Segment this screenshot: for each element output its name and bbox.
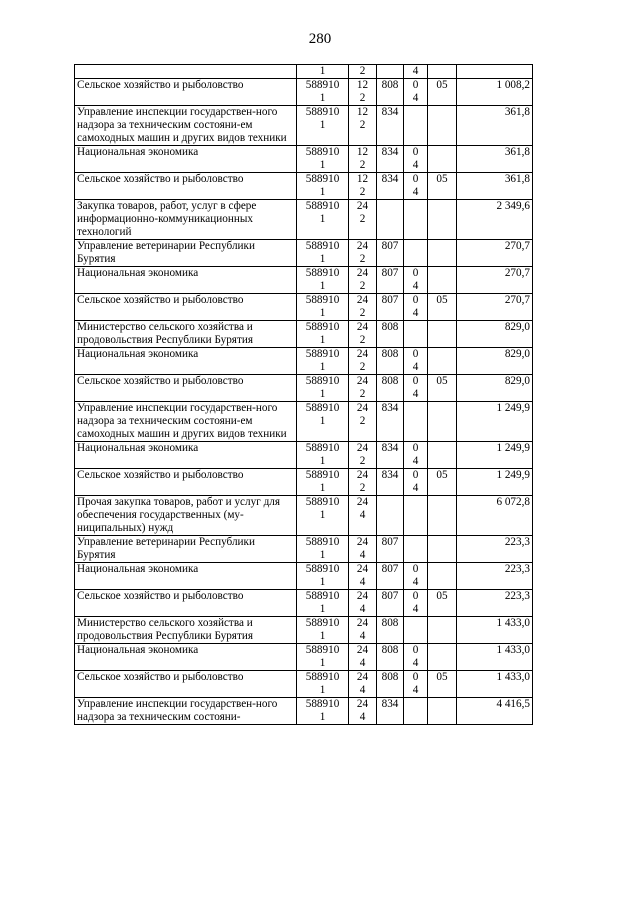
row-subsection-cell: 05 (428, 79, 457, 106)
row-expense-type-cell: 12 2 (349, 79, 377, 106)
row-subsection-cell (428, 617, 457, 644)
row-target-code-cell: 588910 1 (297, 402, 349, 442)
row-target-code-cell: 588910 1 (297, 106, 349, 146)
row-subsection-cell (428, 536, 457, 563)
row-amount-cell: 2 349,6 (457, 200, 533, 240)
row-expense-type-cell: 24 4 (349, 536, 377, 563)
row-department-cell: 808 (377, 375, 404, 402)
row-expense-type-cell: 24 2 (349, 321, 377, 348)
row-amount-cell: 223,3 (457, 563, 533, 590)
row-amount-cell: 829,0 (457, 348, 533, 375)
row-section-cell (404, 402, 428, 442)
row-name-cell: Национальная экономика (75, 644, 297, 671)
row-section-cell (404, 240, 428, 267)
table-row (75, 240, 533, 267)
row-section-cell (404, 617, 428, 644)
row-subsection-cell (428, 106, 457, 146)
row-name-cell: Национальная экономика (75, 267, 297, 294)
row-expense-type-cell: 12 2 (349, 106, 377, 146)
row-name-cell: Управление инспекции государствен-ного надзора за техническим состояни-ем самоходных машин и других видов техники (75, 402, 297, 442)
table-row (75, 644, 533, 671)
table-row (75, 173, 533, 200)
row-section-cell: 0 4 (404, 469, 428, 496)
row-subsection-cell: 05 (428, 590, 457, 617)
table-row (75, 375, 533, 402)
row-amount-cell: 1 008,2 (457, 79, 533, 106)
table-row (75, 200, 533, 240)
row-department-cell: 834 (377, 698, 404, 725)
row-expense-type-cell: 24 2 (349, 267, 377, 294)
row-subsection-cell: 05 (428, 173, 457, 200)
row-department-cell: 808 (377, 79, 404, 106)
row-target-code-cell: 588910 1 (297, 442, 349, 469)
row-section-cell (404, 200, 428, 240)
row-expense-type-cell: 24 4 (349, 671, 377, 698)
row-amount-cell: 4 416,5 (457, 698, 533, 725)
row-amount-cell: 829,0 (457, 321, 533, 348)
table-body (75, 65, 533, 725)
row-expense-type-cell: 24 2 (349, 240, 377, 267)
row-target-code-cell: 588910 1 (297, 348, 349, 375)
row-expense-type-cell: 24 2 (349, 402, 377, 442)
row-section-cell: 0 4 (404, 375, 428, 402)
row-name-cell: Сельское хозяйство и рыболовство (75, 590, 297, 617)
table-row (75, 496, 533, 536)
row-amount-cell: 270,7 (457, 294, 533, 321)
row-department-cell: 808 (377, 617, 404, 644)
row-name-cell: Национальная экономика (75, 563, 297, 590)
row-amount-cell: 829,0 (457, 375, 533, 402)
table-row (75, 617, 533, 644)
row-section-cell (404, 321, 428, 348)
row-amount-cell: 223,3 (457, 590, 533, 617)
table-row (75, 402, 533, 442)
row-target-code-cell: 588910 1 (297, 698, 349, 725)
row-section-cell: 0 4 (404, 146, 428, 173)
row-section-cell: 0 4 (404, 294, 428, 321)
row-name-cell: Сельское хозяйство и рыболовство (75, 79, 297, 106)
row-target-code-cell: 588910 1 (297, 146, 349, 173)
row-subsection-cell (428, 698, 457, 725)
row-expense-type-cell: 24 4 (349, 698, 377, 725)
row-department-cell: 807 (377, 294, 404, 321)
row-department-cell: 834 (377, 146, 404, 173)
row-department-cell: 834 (377, 106, 404, 146)
table-row (75, 348, 533, 375)
table-row (75, 321, 533, 348)
row-target-code-cell: 588910 1 (297, 173, 349, 200)
row-target-code-cell: 588910 1 (297, 590, 349, 617)
row-name-cell: Национальная экономика (75, 146, 297, 173)
row-department-cell: 834 (377, 173, 404, 200)
row-section-cell: 0 4 (404, 173, 428, 200)
row-subsection-cell (428, 200, 457, 240)
row-target-code-cell: 588910 1 (297, 240, 349, 267)
row-name-cell: Министерство сельского хозяйства и продовольствия Республики Бурятия (75, 617, 297, 644)
row-subsection-cell: 05 (428, 469, 457, 496)
row-expense-type-cell: 24 4 (349, 617, 377, 644)
row-expense-type-cell: 24 2 (349, 200, 377, 240)
row-department-cell (377, 496, 404, 536)
table-row (75, 671, 533, 698)
row-subsection-cell: 05 (428, 294, 457, 321)
row-target-code-cell: 588910 1 (297, 321, 349, 348)
budget-table (74, 64, 533, 725)
row-subsection-cell (428, 321, 457, 348)
row-department-cell: 807 (377, 590, 404, 617)
row-subsection-cell (428, 402, 457, 442)
row-section-cell: 0 4 (404, 644, 428, 671)
row-name-cell: Прочая закупка товаров, работ и услуг для обеспечения государственных (му-ниципальных) нужд (75, 496, 297, 536)
row-department-cell (377, 65, 404, 79)
row-target-code-cell: 588910 1 (297, 671, 349, 698)
row-name-cell: Сельское хозяйство и рыболовство (75, 375, 297, 402)
row-amount-cell: 1 249,9 (457, 469, 533, 496)
table-row (75, 267, 533, 294)
row-expense-type-cell: 12 2 (349, 173, 377, 200)
row-expense-type-cell: 24 4 (349, 644, 377, 671)
row-section-cell (404, 106, 428, 146)
row-section-cell: 0 4 (404, 563, 428, 590)
row-name-cell: Сельское хозяйство и рыболовство (75, 294, 297, 321)
row-target-code-cell: 588910 1 (297, 617, 349, 644)
row-name-cell: Национальная экономика (75, 348, 297, 375)
table-row (75, 146, 533, 173)
row-amount-cell: 1 249,9 (457, 442, 533, 469)
table-row (75, 294, 533, 321)
row-subsection-cell (428, 496, 457, 536)
row-section-cell (404, 496, 428, 536)
row-section-cell (404, 536, 428, 563)
row-target-code-cell: 588910 1 (297, 267, 349, 294)
row-name-cell: Управление ветеринарии Республики Бурятия (75, 536, 297, 563)
row-department-cell: 807 (377, 267, 404, 294)
table-row (75, 469, 533, 496)
table-row (75, 65, 533, 79)
row-amount-cell: 1 433,0 (457, 644, 533, 671)
row-target-code-cell: 588910 1 (297, 200, 349, 240)
row-section-cell: 0 4 (404, 671, 428, 698)
row-expense-type-cell: 24 4 (349, 496, 377, 536)
row-expense-type-cell: 24 2 (349, 348, 377, 375)
row-name-cell: Сельское хозяйство и рыболовство (75, 469, 297, 496)
row-amount-cell: 1 433,0 (457, 617, 533, 644)
row-department-cell: 834 (377, 469, 404, 496)
row-expense-type-cell: 2 (349, 65, 377, 79)
row-target-code-cell: 1 (297, 65, 349, 79)
row-amount-cell (457, 65, 533, 79)
row-name-cell: Управление инспекции государствен-ного надзора за техническим состояни-ем самоходных машин и других видов техники (75, 106, 297, 146)
row-target-code-cell: 588910 1 (297, 644, 349, 671)
row-subsection-cell (428, 146, 457, 173)
row-department-cell: 808 (377, 321, 404, 348)
row-subsection-cell: 05 (428, 671, 457, 698)
row-department-cell: 834 (377, 442, 404, 469)
row-amount-cell: 6 072,8 (457, 496, 533, 536)
row-amount-cell: 1 433,0 (457, 671, 533, 698)
row-subsection-cell (428, 442, 457, 469)
row-amount-cell: 361,8 (457, 146, 533, 173)
row-subsection-cell (428, 563, 457, 590)
row-section-cell: 0 4 (404, 590, 428, 617)
row-target-code-cell: 588910 1 (297, 469, 349, 496)
row-department-cell: 807 (377, 563, 404, 590)
row-department-cell: 808 (377, 348, 404, 375)
table-row (75, 79, 533, 106)
row-name-cell: Министерство сельского хозяйства и продовольствия Республики Бурятия (75, 321, 297, 348)
row-section-cell: 0 4 (404, 442, 428, 469)
row-name-cell: Национальная экономика (75, 442, 297, 469)
row-subsection-cell (428, 240, 457, 267)
row-amount-cell: 270,7 (457, 267, 533, 294)
row-target-code-cell: 588910 1 (297, 79, 349, 106)
row-expense-type-cell: 24 2 (349, 375, 377, 402)
table-row (75, 536, 533, 563)
table-row (75, 442, 533, 469)
row-amount-cell: 361,8 (457, 173, 533, 200)
row-expense-type-cell: 24 4 (349, 590, 377, 617)
row-subsection-cell (428, 644, 457, 671)
row-section-cell: 4 (404, 65, 428, 79)
row-expense-type-cell: 24 2 (349, 442, 377, 469)
row-target-code-cell: 588910 1 (297, 375, 349, 402)
row-subsection-cell (428, 65, 457, 79)
table-row (75, 563, 533, 590)
row-department-cell (377, 200, 404, 240)
row-name-cell: Сельское хозяйство и рыболовство (75, 671, 297, 698)
row-target-code-cell: 588910 1 (297, 294, 349, 321)
row-amount-cell: 361,8 (457, 106, 533, 146)
row-subsection-cell (428, 267, 457, 294)
row-subsection-cell: 05 (428, 375, 457, 402)
row-expense-type-cell: 24 2 (349, 294, 377, 321)
row-target-code-cell: 588910 1 (297, 563, 349, 590)
page-number: 280 (308, 31, 332, 47)
row-amount-cell: 223,3 (457, 536, 533, 563)
row-amount-cell: 270,7 (457, 240, 533, 267)
row-section-cell (404, 698, 428, 725)
row-target-code-cell: 588910 1 (297, 496, 349, 536)
row-amount-cell: 1 249,9 (457, 402, 533, 442)
row-section-cell: 0 4 (404, 267, 428, 294)
table-row (75, 698, 533, 725)
table-row (75, 106, 533, 146)
row-target-code-cell: 588910 1 (297, 536, 349, 563)
row-section-cell: 0 4 (404, 79, 428, 106)
row-expense-type-cell: 24 4 (349, 563, 377, 590)
row-subsection-cell (428, 348, 457, 375)
table-row (75, 590, 533, 617)
row-expense-type-cell: 12 2 (349, 146, 377, 173)
row-department-cell: 808 (377, 671, 404, 698)
row-section-cell: 0 4 (404, 348, 428, 375)
row-department-cell: 807 (377, 536, 404, 563)
row-name-cell: Управление инспекции государствен-ного надзора за техническим состояни- (75, 698, 297, 725)
row-department-cell: 834 (377, 402, 404, 442)
row-name-cell: Сельское хозяйство и рыболовство (75, 173, 297, 200)
row-expense-type-cell: 24 2 (349, 469, 377, 496)
row-department-cell: 807 (377, 240, 404, 267)
row-department-cell: 808 (377, 644, 404, 671)
row-name-cell: Закупка товаров, работ, услуг в сфере информационно-коммуникационных технологий (75, 200, 297, 240)
row-name-cell (75, 65, 297, 79)
row-name-cell: Управление ветеринарии Республики Бурятия (75, 240, 297, 267)
